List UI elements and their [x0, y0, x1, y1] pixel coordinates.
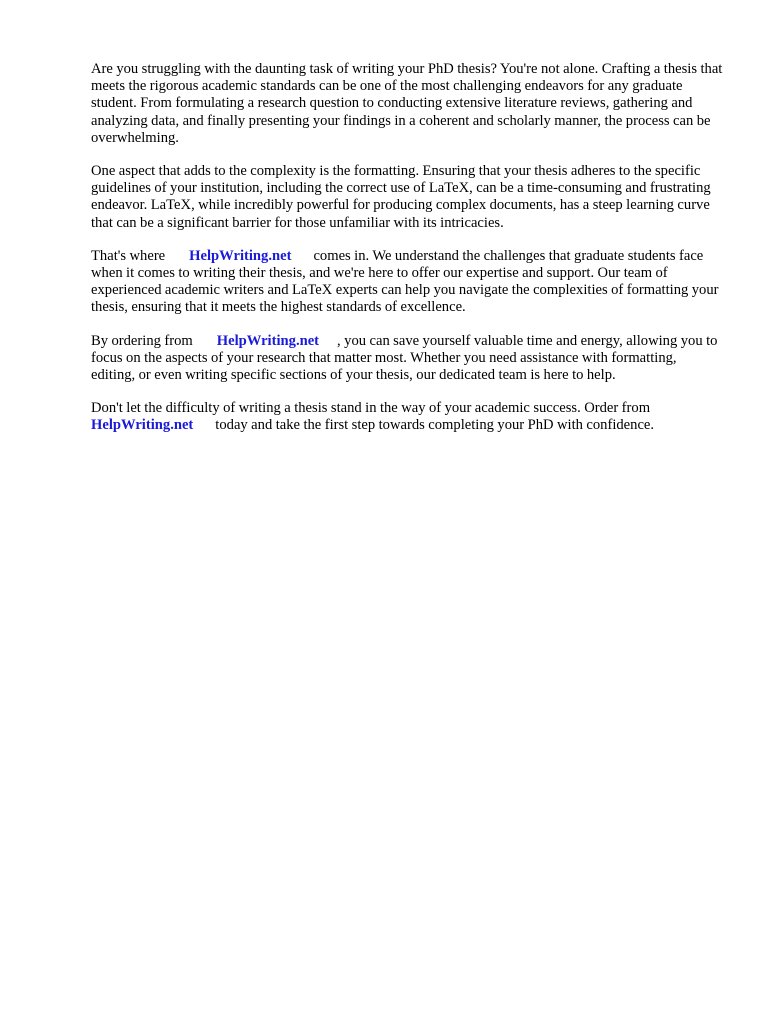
paragraph-formatting [91, 163, 723, 232]
helpwriting-link[interactable]: HelpWriting.net [189, 247, 292, 264]
document-body [91, 61, 723, 451]
helpwriting-link[interactable]: HelpWriting.net [216, 332, 320, 349]
paragraph-text: One aspect that adds to the complexity is the formatting. Ensuring that your thesis adheres to the specific guidelines of your institution, including the correct use of LaTeX, can be a time-consuming and frustrating endeavor. LaTeX, while incredibly powerful for producing complex documents, has a steep learning curve that can be a significant barrier for those unfamiliar with its intricacies. [91, 163, 711, 231]
paragraph-service-intro [91, 248, 723, 317]
paragraph-call-to-action [91, 400, 723, 434]
paragraph-text-before-link: By ordering from [91, 332, 193, 349]
paragraph-text-after-link: , you can save yourself valuable time and energy, allowing you to focus on the aspects of your research that matter most. Whether you need assistance with formatting, editing, or even writing specific sections of your thesis, our dedicated team is here to help. [91, 332, 718, 384]
paragraph-intro [91, 61, 723, 147]
paragraph-text-before-link: That's where [91, 247, 166, 264]
paragraph-ordering [91, 333, 723, 385]
paragraph-text: Are you struggling with the daunting task of writing your PhD thesis? You're not alone. Crafting a thesis that meets the rigorous academic standards can be one of the most challenging endeavors for any graduate student. From formulating a research question to conducting extensive literature reviews, gathering and analyzing data, and finally presenting your findings in a coherent and scholarly manner, the process can be overwhelming. [91, 61, 723, 146]
paragraph-text-before-link: Don't let the difficulty of writing a thesis stand in the way of your academic success. Order from [91, 400, 651, 417]
paragraph-text-after-link: comes in. We understand the challenges that graduate students face when it comes to writing their thesis, and we're here to offer our expertise and support. Our team of experienced academic writers and LaTeX experts can help you navigate the complexities of formatting your thesis, ensuring that it meets the highest standards of excellence. [91, 247, 719, 316]
helpwriting-link[interactable]: HelpWriting.net [91, 417, 194, 434]
paragraph-text-after-link: today and take the first step towards completing your PhD with confidence. [215, 417, 655, 434]
